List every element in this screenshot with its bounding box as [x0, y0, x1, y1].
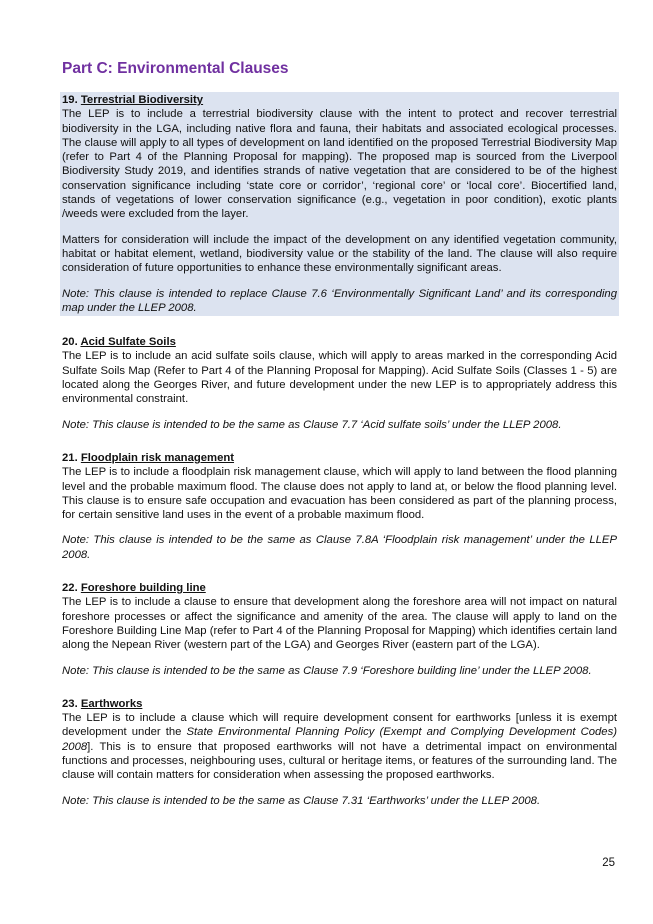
clause-number: 19.	[62, 94, 78, 106]
clause-title: Terrestrial Biodiversity	[80, 94, 204, 106]
clause-heading	[62, 697, 617, 711]
clause-paragraph: Matters for consideration will include the impact of the development on any identified vegetation community, habitat or habitat element, wetland, biodiversity value or the stability of the land. The clause will also require consideration of future opportunities to enhance these environmentally significant areas.	[62, 233, 617, 275]
clause-21	[62, 451, 617, 562]
clause-note: Note: This clause is intended to replace Clause 7.6 ‘Environmentally Significant Land’ and its corresponding map under the LLEP 2008.	[62, 287, 617, 314]
document-page	[62, 60, 617, 808]
clause-number: 23.	[62, 697, 78, 710]
clause-note: Note: This clause is intended to be the same as Clause 7.9 ‘Foreshore building line’ under the LLEP 2008.	[62, 664, 592, 677]
clause-note: Note: This clause is intended to be the same as Clause 7.7 ‘Acid sulfate soils’ under the LLEP 2008.	[62, 418, 562, 431]
clause-paragraph: The LEP is to include an acid sulfate soils clause, which will apply to areas marked in the corresponding Acid Sulfate Soils Map (Refer to Part 4 of the Planning Proposal for Mapping). Acid Sulfate Soils (Classes 1 - 5) are located along the Georges River, and future development under the new LEP is to appropriately address this environmental constraint.	[62, 350, 617, 406]
clause-number: 21.	[62, 451, 78, 464]
clause-paragraph: The LEP is to include a clause which will require development consent for earthworks [unless it is exempt development under the State Environmental Planning Policy (Exempt and Complying Development Codes) 2008]. This is to ensure that proposed earthworks will not have a detrimental impact on environmental functions and processes, neighbouring uses, cultural or heritage items, or features of the surrounding land. The clause will contain matters for consideration when assessing the proposed earthworks.	[62, 712, 617, 782]
clause-paragraph: The LEP is to include a floodplain risk management clause, which will apply to land between the flood planning level and the probable maximum flood. The clause does not apply to land at, or below the flood planning level. This clause is to ensure safe occupation and evacuation has been considered as part of the planning process, for certain sensitive land uses in the event of a probable maximum flood.	[62, 466, 617, 522]
clause-paragraph: The LEP is to include a terrestrial biodiversity clause with the intent to protect and recover terrestrial biodiversity in the LGA, including native flora and fauna, their habitats and associated ecological processes. The clause will apply to all types of development on land identified on the proposed Terrestrial Biodiversity Map (refer to Part 4 of the Planning Proposal for mapping). The proposed map is sourced from the Liverpool Biodiversity Study 2019, and identifies strands of native vegetation that are considered to be of the highest conservation significance including ‘state core or corridor’, ‘regional core’ or ‘local core’. Biocertified land, stands of vegetations of lower conservation significance (e.g., vegetation in poor condition), exotic plants /weeds were excluded from the layer.	[62, 108, 617, 221]
clause-number: 20.	[62, 336, 78, 349]
clause-heading	[62, 335, 617, 349]
clause-note: Note: This clause is intended to be the same as Clause 7.8A ‘Floodplain risk management’ under the LLEP 2008.	[62, 534, 617, 561]
clause-heading	[62, 451, 617, 465]
sepp-title: State Environmental Planning Policy (Exempt and Complying Development Codes) 2008	[62, 726, 617, 753]
clause-title: Earthworks	[80, 697, 143, 710]
clause-number: 22.	[62, 582, 78, 595]
clause-title: Acid Sulfate Soils	[80, 336, 176, 349]
clause-title: Floodplain risk management	[80, 451, 235, 464]
clause-heading	[62, 581, 617, 595]
part-title: Part C: Environmental Clauses	[62, 60, 289, 77]
clause-22	[62, 581, 617, 678]
clause-19	[60, 92, 619, 316]
page-number: 25	[602, 857, 615, 869]
clause-20	[62, 335, 617, 432]
clause-paragraph: The LEP is to include a clause to ensure that development along the foreshore area will not impact on natural foreshore processes or affect the significance and amenity of the area. The clause will apply to land on the Foreshore Building Line Map (refer to Part 4 of the Planning Proposal for Mapping) which identifies certain land along the Nepean River (western part of the LGA) and Georges River (eastern part of the LGA).	[62, 596, 617, 652]
clause-title: Foreshore building line	[80, 582, 206, 595]
clause-note: Note: This clause is intended to be the same as Clause 7.31 ‘Earthworks’ under the LLEP 2008.	[62, 794, 541, 807]
clause-heading	[62, 93, 617, 107]
clause-23	[62, 697, 617, 808]
